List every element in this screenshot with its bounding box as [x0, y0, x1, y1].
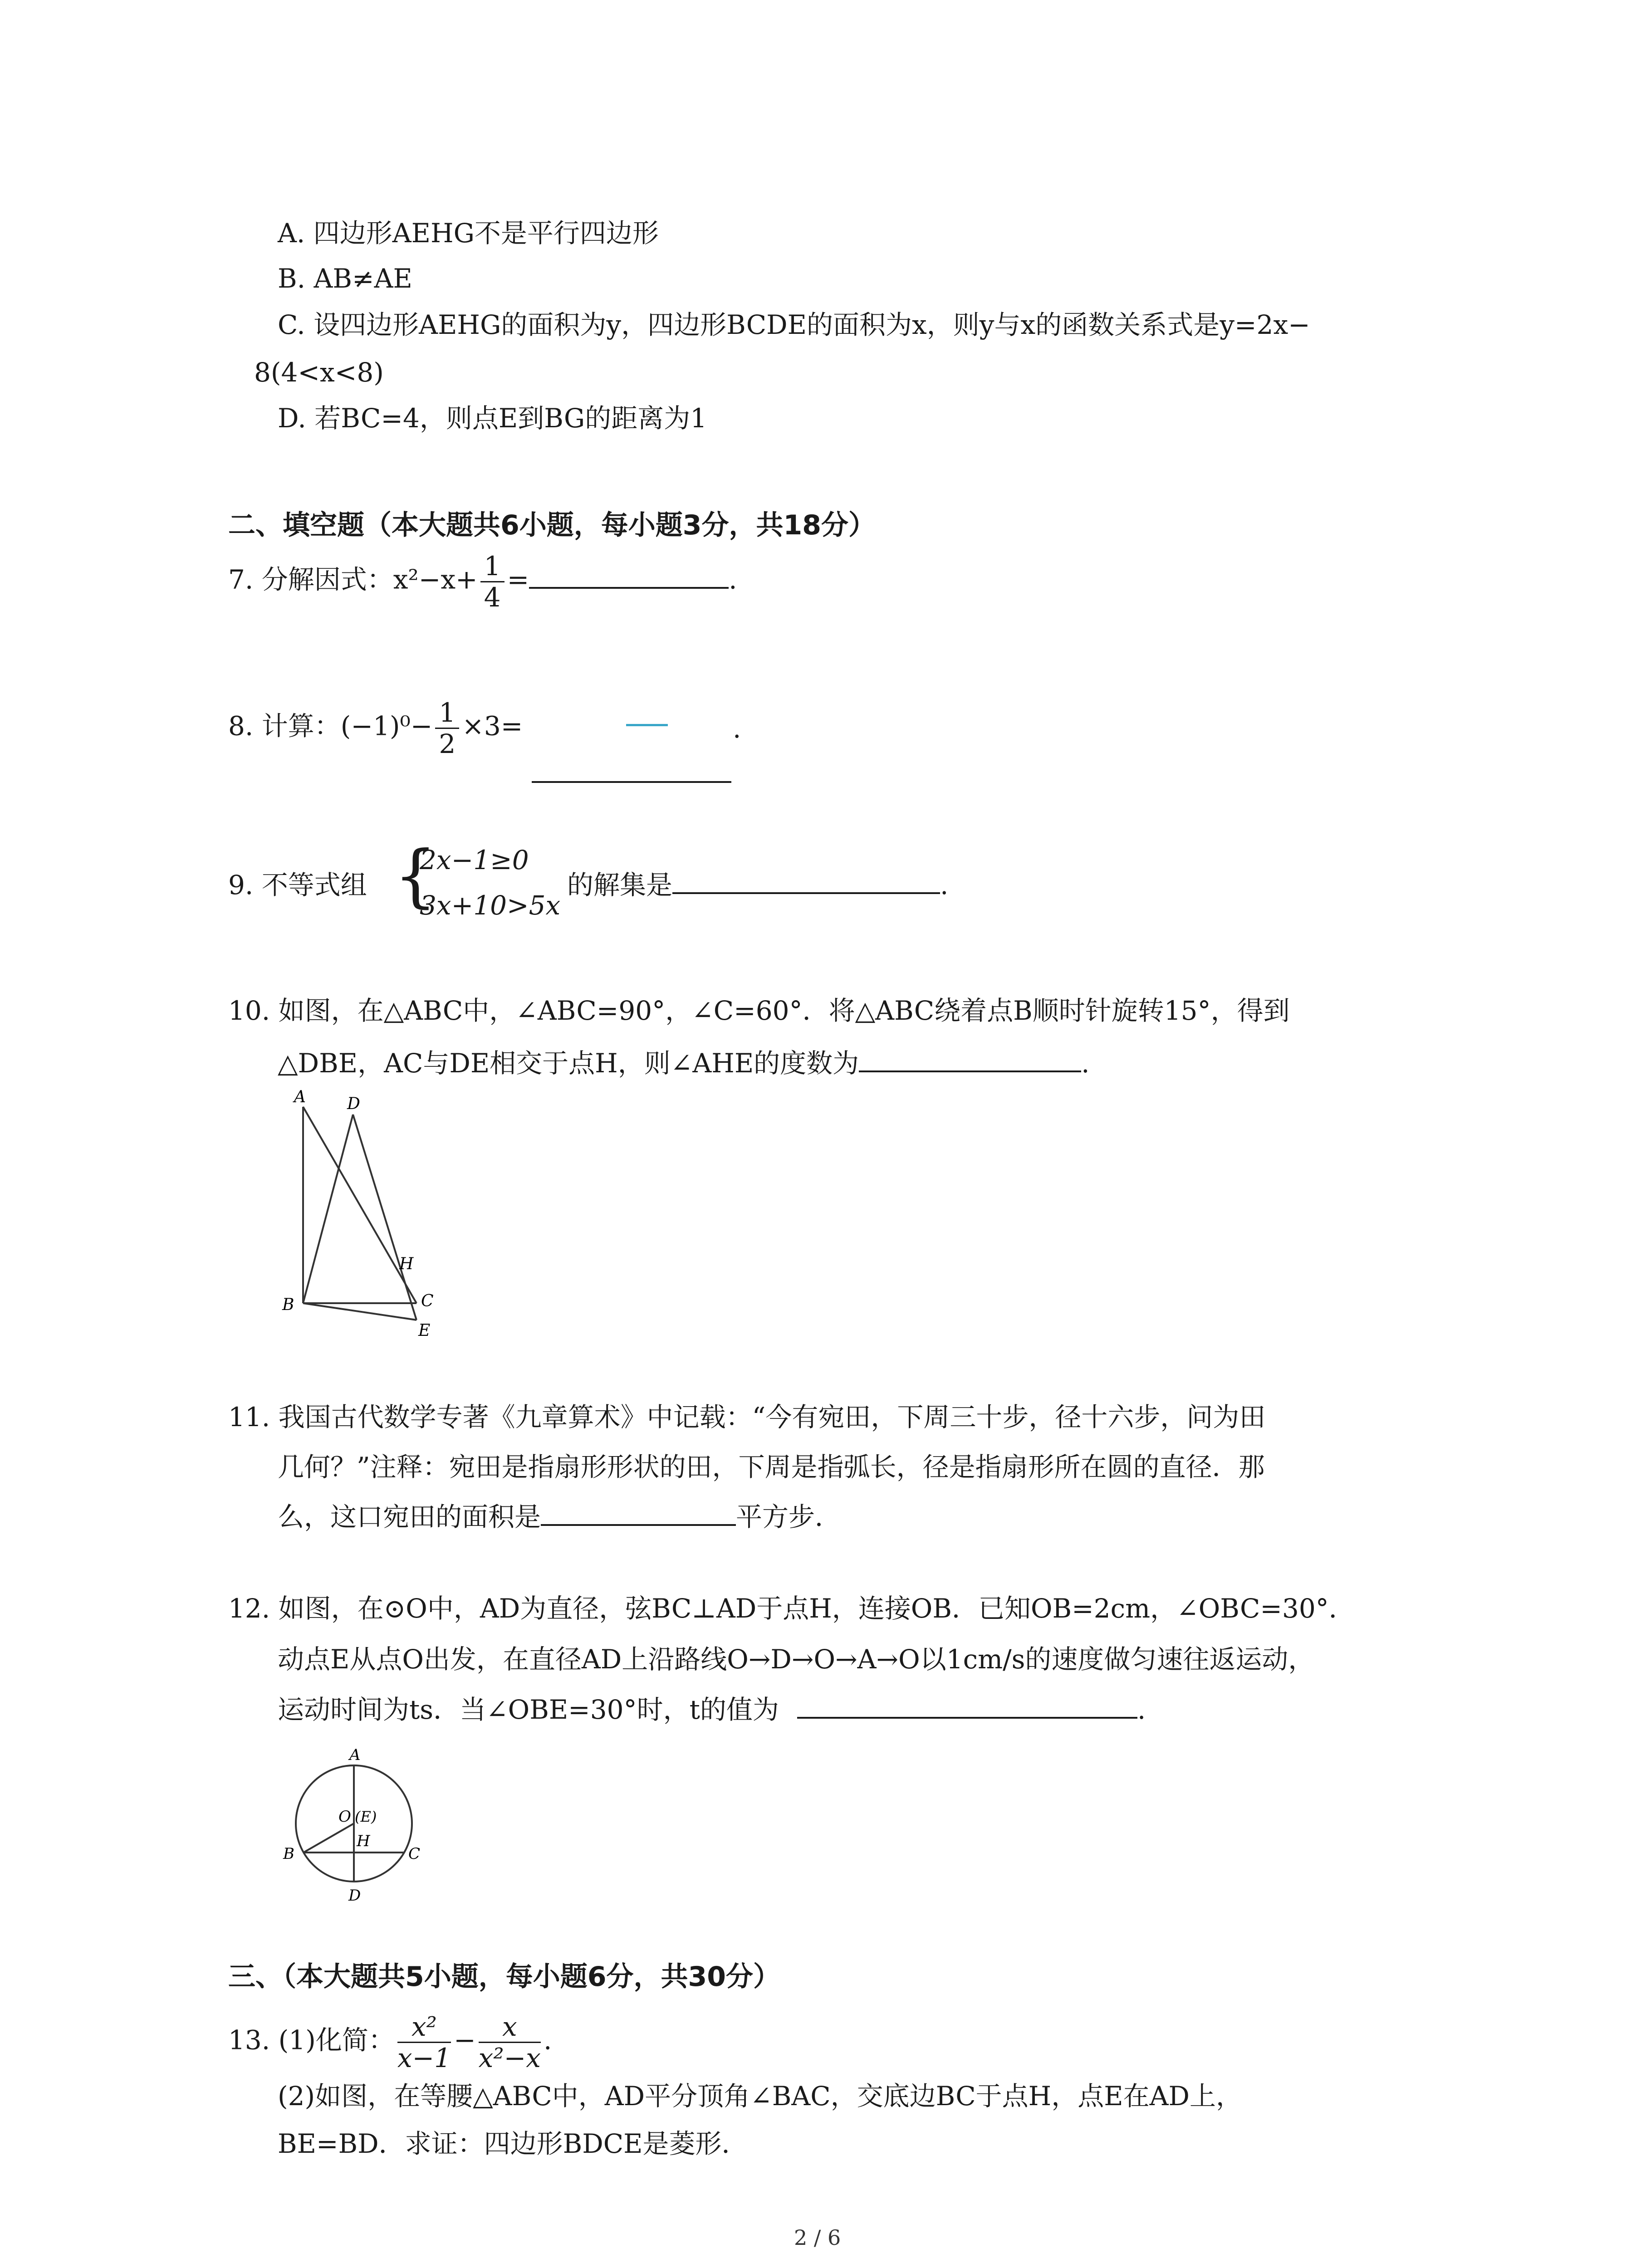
q13-f2-den: x²−x: [478, 2043, 541, 2073]
q13-part2-line2: BE=BD．求证：四边形BDCE是菱形．: [278, 2128, 748, 2159]
q13-fraction-2: [479, 2012, 541, 2073]
q9-eq2: 3x+10>5x: [420, 890, 561, 921]
q7-answer-blank[interactable]: [529, 587, 729, 589]
section-2-heading: 二、填空题（本大题共6小题，每小题3分，共18分）: [228, 509, 876, 541]
q12-line3: 运动时间为ts．当∠OBE=30°时，t的值为: [278, 1694, 779, 1725]
q8-end: .: [733, 713, 741, 744]
q9-brace: {: [394, 836, 437, 915]
q7-suffix: =: [507, 564, 529, 595]
q8-cursor-mark: [626, 724, 668, 726]
q12-line2: 动点E从点O出发，在直径AD上沿路线O→D→O→A→O以1cm/s的速度做匀速往返运动，: [278, 1644, 1315, 1675]
q11-line1: 11. 我国古代数学专著《九章算术》中记载：“今有宛田，下周三十步，径十六步，问为田: [228, 1402, 1266, 1432]
q11-line3-suffix: 平方步．: [736, 1501, 842, 1532]
q10-end: .: [1081, 1048, 1090, 1079]
q12-label-c: C: [408, 1845, 421, 1863]
q10-label-h: H: [399, 1255, 414, 1273]
q12-line1: 12. 如图，在⊙O中，AD为直径，弦BC⊥AD于点H，连接OB．已知OB=2cm，∠OBC=30°．: [228, 1593, 1355, 1624]
q9-suffix: 的解集是: [567, 870, 673, 900]
q13-prefix: 13. (1)化简：: [228, 2024, 395, 2056]
q8-frac-den: 2: [439, 728, 456, 759]
q10-line1: 10. 如图，在△ABC中，∠ABC=90°，∠C=60°．将△ABC绕着点B顺时针旋转15°，得到: [228, 995, 1290, 1026]
q13-fraction-1: [397, 2012, 451, 2073]
question-8: [228, 698, 523, 759]
page-number: 2 / 6: [794, 2225, 841, 2250]
q12-label-d: D: [348, 1887, 361, 1905]
q13-f1-num: x²: [397, 2012, 451, 2043]
q11-line3-prefix: 么，这口宛田的面积是: [278, 1501, 541, 1532]
q10-label-d: D: [347, 1095, 360, 1113]
q9-prefix: 9. 不等式组: [228, 870, 367, 900]
q8-answer-blank[interactable]: [532, 781, 731, 783]
q7-fraction: [480, 551, 505, 612]
option-b: B. AB≠AE: [278, 263, 412, 294]
q8-frac-num: 1: [435, 698, 459, 729]
q13-end: .: [543, 2024, 552, 2056]
section-3-heading: 三、（本大题共5小题，每小题6分，共30分）: [228, 1961, 780, 1993]
q9-eq1: 2x−1≥0: [420, 845, 529, 875]
option-d: D. 若BC=4，则点E到BG的距离为1: [278, 403, 707, 434]
q10-segment-bd: [303, 1114, 353, 1303]
q10-segment-de: [353, 1114, 416, 1320]
q12-line3-wrap: [278, 1693, 1146, 1726]
q12-label-e: (E): [355, 1808, 377, 1825]
option-a: A. 四边形AEHG不是平行四边形: [278, 218, 659, 249]
q13-f2-num: x: [479, 2012, 541, 2043]
question-9-tail: [567, 869, 948, 901]
q11-answer-blank[interactable]: [541, 1524, 736, 1526]
q10-label-e: E: [418, 1321, 431, 1340]
q12-label-a: A: [349, 1746, 361, 1764]
q8-prefix: 8. 计算：(−1)⁰−: [228, 710, 433, 742]
q7-frac-num: 1: [480, 551, 505, 582]
q12-segment-ob: [304, 1823, 354, 1853]
option-c-line2: 8(4<x<8): [254, 357, 384, 388]
q12-circle-figure: [277, 1733, 458, 1914]
question-7: [228, 551, 737, 612]
q7-end: .: [729, 564, 737, 595]
q12-answer-blank[interactable]: [797, 1717, 1137, 1719]
q13-part2-line1: (2)如图，在等腰△ABC中，AD平分顶角∠BAC，交底边BC于点H，点E在AD上，: [278, 2081, 1242, 2112]
q10-label-a: A: [294, 1088, 306, 1106]
q11-line2: 几何？”注释：宛田是指扇形形状的田，下周是指弧长，径是指扇形所在圆的直径．那: [278, 1452, 1265, 1482]
q13-f1-den: x−1: [397, 2043, 451, 2073]
q8-fraction: [435, 698, 459, 759]
q11-line3: [278, 1501, 841, 1533]
question-13-part1: [228, 2012, 552, 2073]
q10-label-b: B: [282, 1295, 294, 1314]
q10-line2: △DBE，AC与DE相交于点H，则∠AHE的度数为: [278, 1048, 859, 1079]
q7-prefix: 7. 分解因式：x²−x+: [228, 564, 478, 595]
q10-answer-blank[interactable]: [859, 1070, 1081, 1072]
q10-label-c: C: [421, 1292, 434, 1310]
q7-frac-den: 4: [484, 582, 501, 613]
q10-line2-wrap: [278, 1047, 1090, 1080]
q10-segment-be: [303, 1303, 416, 1320]
q12-label-o: O: [338, 1808, 351, 1826]
q9-answer-blank[interactable]: [672, 892, 940, 894]
q12-end: .: [1137, 1694, 1146, 1725]
option-c-line1: C. 设四边形AEHG的面积为y，四边形BCDE的面积为x，则y与x的函数关系式是y=2x−: [278, 309, 1310, 340]
q8-suffix: ×3=: [462, 710, 523, 742]
q12-label-h: H: [357, 1832, 370, 1850]
q12-label-b: B: [283, 1845, 294, 1863]
q10-triangle-figure: [272, 1084, 463, 1352]
q13-minus: −: [454, 2024, 476, 2056]
q9-end: .: [940, 870, 949, 900]
